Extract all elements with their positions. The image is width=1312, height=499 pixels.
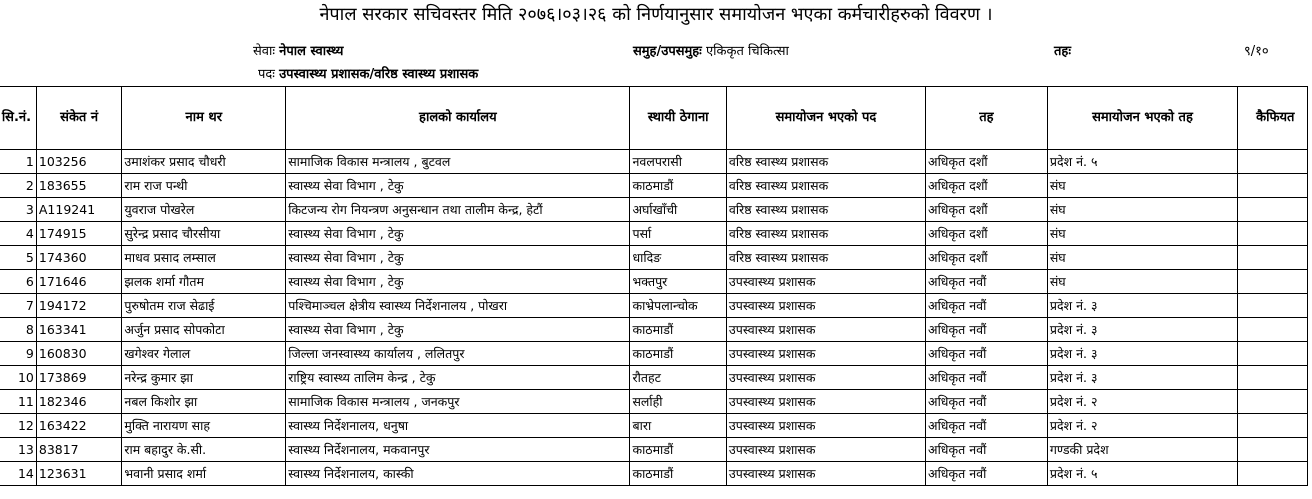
cell-serial: 14 bbox=[0, 462, 36, 486]
level-field bbox=[1054, 43, 1071, 61]
cell-office: राष्ट्रिय स्वास्थ्य तालिम केन्द्र , टेकु bbox=[286, 366, 630, 390]
col-code: संकेत नं bbox=[36, 87, 122, 150]
level-label: तहः bbox=[1054, 44, 1071, 59]
cell-serial: 4 bbox=[0, 222, 36, 246]
table-row bbox=[0, 198, 1308, 222]
cell-post: वरिष्ठ स्वास्थ्य प्रशासक bbox=[726, 246, 925, 270]
cell-post: उपस्वास्थ्य प्रशासक bbox=[726, 342, 925, 366]
cell-remarks bbox=[1238, 438, 1308, 462]
cell-address: भक्तपुर bbox=[630, 270, 726, 294]
cell-remarks bbox=[1238, 390, 1308, 414]
cell-code: A119241 bbox=[36, 198, 122, 222]
table-row bbox=[0, 414, 1308, 438]
cell-name: झलक शर्मा गौतम bbox=[122, 270, 286, 294]
cell-code: 163422 bbox=[36, 414, 122, 438]
col-remarks: कैफियत bbox=[1238, 87, 1308, 150]
cell-remarks bbox=[1238, 222, 1308, 246]
cell-adjusted: संघ bbox=[1047, 246, 1237, 270]
cell-post: उपस्वास्थ्य प्रशासक bbox=[726, 294, 925, 318]
cell-address: अर्घाखाँची bbox=[630, 198, 726, 222]
cell-adjusted: संघ bbox=[1047, 174, 1237, 198]
group-label: समुह/उपसमुहः bbox=[633, 44, 702, 59]
table-row bbox=[0, 222, 1308, 246]
cell-name: युवराज पोखरेल bbox=[122, 198, 286, 222]
cell-office: स्वास्थ्य निर्देशनालय, धनुषा bbox=[286, 414, 630, 438]
header-row bbox=[0, 87, 1308, 150]
cell-level: अधिकृत दशौं bbox=[926, 246, 1048, 270]
cell-office: सामाजिक विकास मन्त्रालय , बुटवल bbox=[286, 150, 630, 174]
cell-office: किटजन्य रोग नियन्त्रण अनुसन्धान तथा तालीम केन्द्र, हेटौं bbox=[286, 198, 630, 222]
cell-serial: 1 bbox=[0, 150, 36, 174]
cell-code: 174360 bbox=[36, 246, 122, 270]
cell-code: 83817 bbox=[36, 438, 122, 462]
cell-remarks bbox=[1238, 270, 1308, 294]
cell-level: अधिकृत नवौं bbox=[926, 438, 1048, 462]
cell-level: अधिकृत दशौं bbox=[926, 174, 1048, 198]
cell-address: काठमाडौं bbox=[630, 342, 726, 366]
cell-code: 103256 bbox=[36, 150, 122, 174]
cell-adjusted: प्रदेश नं. ३ bbox=[1047, 318, 1237, 342]
cell-office: स्वास्थ्य निर्देशनालय, मकवानपुर bbox=[286, 438, 630, 462]
cell-address: रौतहट bbox=[630, 366, 726, 390]
cell-level: अधिकृत नवौं bbox=[926, 318, 1048, 342]
cell-post: उपस्वास्थ्य प्रशासक bbox=[726, 438, 925, 462]
cell-code: 182346 bbox=[36, 390, 122, 414]
cell-code: 123631 bbox=[36, 462, 122, 486]
cell-serial: 13 bbox=[0, 438, 36, 462]
cell-post: वरिष्ठ स्वास्थ्य प्रशासक bbox=[726, 222, 925, 246]
service-value: नेपाल स्वास्थ्य bbox=[279, 44, 344, 59]
cell-remarks bbox=[1238, 462, 1308, 486]
cell-office: स्वास्थ्य सेवा विभाग , टेकु bbox=[286, 270, 630, 294]
cell-address: पर्सा bbox=[630, 222, 726, 246]
post-field bbox=[258, 66, 478, 84]
cell-adjusted: प्रदेश नं. ५ bbox=[1047, 150, 1237, 174]
table-row bbox=[0, 390, 1308, 414]
cell-adjusted: प्रदेश नं. ३ bbox=[1047, 294, 1237, 318]
cell-post: वरिष्ठ स्वास्थ्य प्रशासक bbox=[726, 150, 925, 174]
table-row bbox=[0, 366, 1308, 390]
table-row bbox=[0, 174, 1308, 198]
col-level: तह bbox=[926, 87, 1048, 150]
cell-name: खगेश्वर गेलाल bbox=[122, 342, 286, 366]
cell-address: काठमाडौं bbox=[630, 462, 726, 486]
cell-level: अधिकृत नवौं bbox=[926, 414, 1048, 438]
cell-adjusted: प्रदेश नं. ५ bbox=[1047, 462, 1237, 486]
cell-name: अर्जुन प्रसाद सोपकोटा bbox=[122, 318, 286, 342]
cell-post: वरिष्ठ स्वास्थ्य प्रशासक bbox=[726, 174, 925, 198]
cell-post: वरिष्ठ स्वास्थ्य प्रशासक bbox=[726, 198, 925, 222]
cell-serial: 10 bbox=[0, 366, 36, 390]
cell-address: बारा bbox=[630, 414, 726, 438]
cell-remarks bbox=[1238, 150, 1308, 174]
cell-adjusted: प्रदेश नं. ३ bbox=[1047, 366, 1237, 390]
cell-remarks bbox=[1238, 318, 1308, 342]
cell-address: नवलपरासी bbox=[630, 150, 726, 174]
cell-remarks bbox=[1238, 366, 1308, 390]
cell-name: पुरुषोतम राज सेढाई bbox=[122, 294, 286, 318]
col-adjusted-level: समायोजन भएको तह bbox=[1047, 87, 1237, 150]
cell-name: माधव प्रसाद लम्साल bbox=[122, 246, 286, 270]
level-value: ९/१० bbox=[1244, 44, 1269, 59]
col-address: स्थायी ठेगाना bbox=[630, 87, 726, 150]
cell-post: उपस्वास्थ्य प्रशासक bbox=[726, 318, 925, 342]
cell-code: 174915 bbox=[36, 222, 122, 246]
cell-level: अधिकृत नवौं bbox=[926, 294, 1048, 318]
table-row bbox=[0, 294, 1308, 318]
cell-code: 171646 bbox=[36, 270, 122, 294]
table-row bbox=[0, 150, 1308, 174]
cell-code: 183655 bbox=[36, 174, 122, 198]
table-row bbox=[0, 462, 1308, 486]
table-row bbox=[0, 342, 1308, 366]
cell-code: 163341 bbox=[36, 318, 122, 342]
cell-serial: 6 bbox=[0, 270, 36, 294]
cell-remarks bbox=[1238, 198, 1308, 222]
cell-name: राम बहादुर के.सी. bbox=[122, 438, 286, 462]
cell-post: उपस्वास्थ्य प्रशासक bbox=[726, 366, 925, 390]
table-row bbox=[0, 270, 1308, 294]
table-row bbox=[0, 318, 1308, 342]
cell-office: स्वास्थ्य सेवा विभाग , टेकु bbox=[286, 174, 630, 198]
cell-level: अधिकृत नवौं bbox=[926, 366, 1048, 390]
cell-name: उमाशंकर प्रसाद चौधरी bbox=[122, 150, 286, 174]
cell-office: स्वास्थ्य सेवा विभाग , टेकु bbox=[286, 318, 630, 342]
service-label: सेवाः bbox=[253, 44, 276, 59]
cell-remarks bbox=[1238, 246, 1308, 270]
cell-level: अधिकृत दशौं bbox=[926, 198, 1048, 222]
cell-name: नरेन्द्र कुमार झा bbox=[122, 366, 286, 390]
cell-post: उपस्वास्थ्य प्रशासक bbox=[726, 462, 925, 486]
cell-address: धादिङ bbox=[630, 246, 726, 270]
cell-serial: 12 bbox=[0, 414, 36, 438]
employee-table bbox=[0, 86, 1308, 486]
cell-post: उपस्वास्थ्य प्रशासक bbox=[726, 390, 925, 414]
cell-serial: 5 bbox=[0, 246, 36, 270]
cell-post: उपस्वास्थ्य प्रशासक bbox=[726, 414, 925, 438]
col-post: समायोजन भएको पद bbox=[726, 87, 925, 150]
cell-remarks bbox=[1238, 294, 1308, 318]
col-serial: सि.नं. bbox=[0, 87, 36, 150]
cell-remarks bbox=[1238, 342, 1308, 366]
cell-adjusted: संघ bbox=[1047, 198, 1237, 222]
cell-level: अधिकृत दशौं bbox=[926, 222, 1048, 246]
cell-remarks bbox=[1238, 414, 1308, 438]
cell-adjusted: संघ bbox=[1047, 270, 1237, 294]
cell-name: भवानी प्रसाद शर्मा bbox=[122, 462, 286, 486]
cell-name: राम राज पन्थी bbox=[122, 174, 286, 198]
post-label: पदः bbox=[258, 67, 275, 82]
cell-office: स्वास्थ्य सेवा विभाग , टेकु bbox=[286, 222, 630, 246]
cell-office: जिल्ला जनस्वास्थ्य कार्यालय , ललितपुर bbox=[286, 342, 630, 366]
cell-serial: 7 bbox=[0, 294, 36, 318]
cell-address: काठमाडौं bbox=[630, 318, 726, 342]
col-name: नाम थर bbox=[122, 87, 286, 150]
cell-office: स्वास्थ्य निर्देशनालय, कास्की bbox=[286, 462, 630, 486]
service-field bbox=[253, 43, 343, 61]
cell-serial: 11 bbox=[0, 390, 36, 414]
cell-level: अधिकृत नवौं bbox=[926, 270, 1048, 294]
cell-serial: 8 bbox=[0, 318, 36, 342]
cell-address: सर्लाही bbox=[630, 390, 726, 414]
cell-code: 160830 bbox=[36, 342, 122, 366]
cell-address: काभ्रेपलान्चोक bbox=[630, 294, 726, 318]
cell-code: 173869 bbox=[36, 366, 122, 390]
cell-name: सुरेन्द्र प्रसाद चौरसीया bbox=[122, 222, 286, 246]
cell-name: मुक्ति नारायण साह bbox=[122, 414, 286, 438]
cell-office: सामाजिक विकास मन्त्रालय , जनकपुर bbox=[286, 390, 630, 414]
cell-office: स्वास्थ्य सेवा विभाग , टेकु bbox=[286, 246, 630, 270]
table-row bbox=[0, 438, 1308, 462]
cell-office: पश्चिमाञ्चल क्षेत्रीय स्वास्थ्य निर्देशनालय , पोखरा bbox=[286, 294, 630, 318]
col-office: हालको कार्यालय bbox=[286, 87, 630, 150]
cell-post: उपस्वास्थ्य प्रशासक bbox=[726, 270, 925, 294]
cell-adjusted: प्रदेश नं. २ bbox=[1047, 390, 1237, 414]
cell-address: काठमाडौं bbox=[630, 438, 726, 462]
cell-adjusted: प्रदेश नं. २ bbox=[1047, 414, 1237, 438]
document-title: नेपाल सरकार सचिवस्तर मिति २०७६।०३।२६ को निर्णयानुसार समायोजन भएका कर्मचारीहरुको विवरण । bbox=[319, 4, 993, 25]
group-value: एकिकृत चिकित्सा bbox=[705, 44, 789, 59]
cell-serial: 2 bbox=[0, 174, 36, 198]
cell-serial: 3 bbox=[0, 198, 36, 222]
cell-remarks bbox=[1238, 174, 1308, 198]
cell-adjusted: गण्डकी प्रदेश bbox=[1047, 438, 1237, 462]
cell-adjusted: प्रदेश नं. ३ bbox=[1047, 342, 1237, 366]
table-row bbox=[0, 246, 1308, 270]
cell-code: 194172 bbox=[36, 294, 122, 318]
cell-level: अधिकृत दशौं bbox=[926, 150, 1048, 174]
post-value: उपस्वास्थ्य प्रशासक/वरिष्ठ स्वास्थ्य प्रशासक bbox=[279, 67, 479, 82]
cell-name: नबल किशोर झा bbox=[122, 390, 286, 414]
cell-adjusted: संघ bbox=[1047, 222, 1237, 246]
group-field bbox=[633, 43, 789, 61]
cell-address: काठमाडौं bbox=[630, 174, 726, 198]
cell-level: अधिकृत नवौं bbox=[926, 462, 1048, 486]
cell-level: अधिकृत नवौं bbox=[926, 390, 1048, 414]
cell-serial: 9 bbox=[0, 342, 36, 366]
cell-level: अधिकृत नवौं bbox=[926, 342, 1048, 366]
